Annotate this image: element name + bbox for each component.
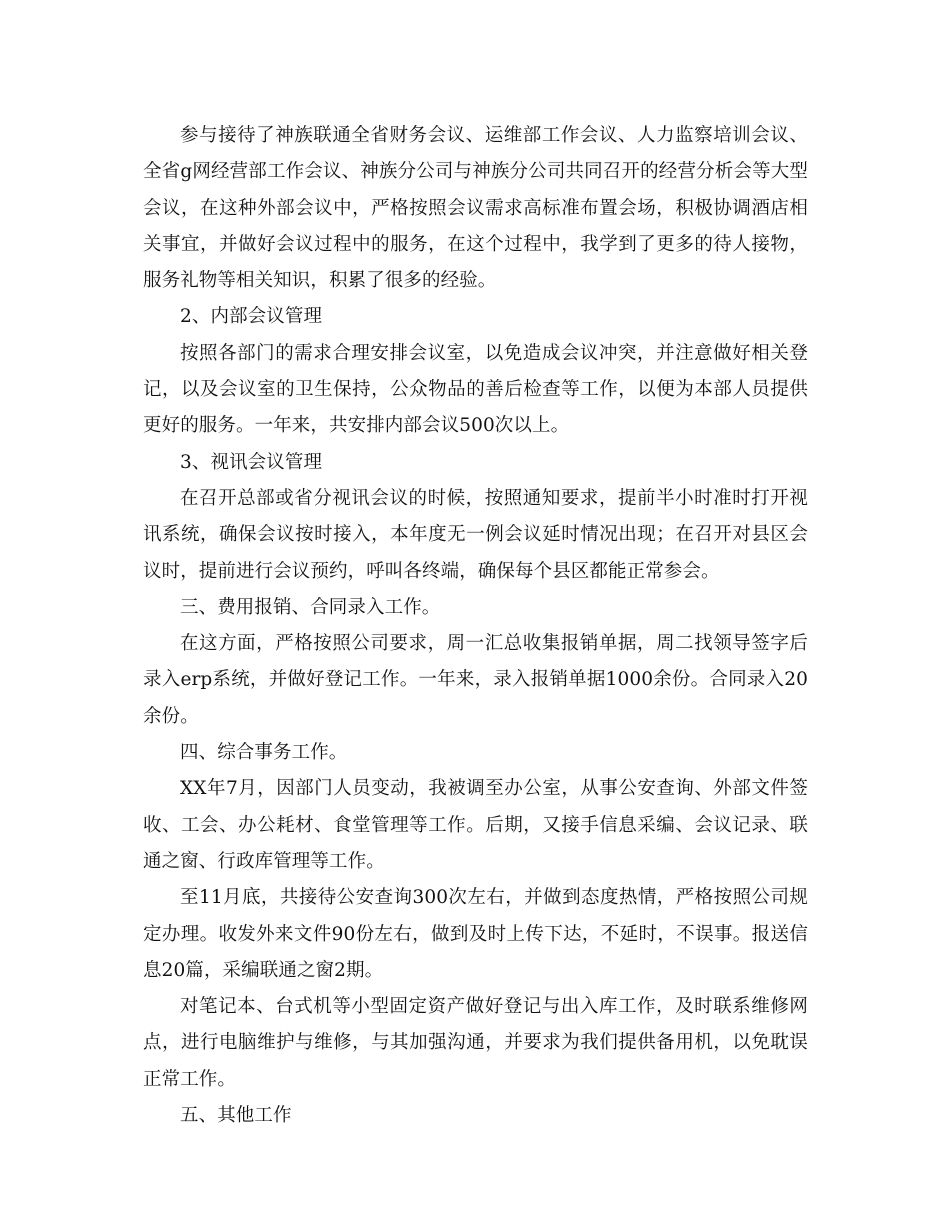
heading-other-work: 五、其他工作 bbox=[180, 1105, 292, 1127]
heading-internal-meeting-management: 2、内部会议管理 bbox=[180, 306, 323, 328]
paragraph-november-summary: 至11月底，共接待公安查询300次左右，并做到态度热情，严格按照公司规定办理。收发外来文件90份左右，做到及时上传下达，不延时，不误事。报送信息20篇，采编联通之窗2期。 bbox=[143, 887, 808, 981]
heading-video-conference-management: 3、视讯会议管理 bbox=[180, 451, 323, 473]
document-body bbox=[143, 118, 808, 1134]
paragraph-expense-contract: 在这方面，严格按照公司要求，周一汇总收集报销单据，周二找领导签字后录入erp系统，并做好登记工作。一年来，录入报销单据1000余份。合同录入20余份。 bbox=[143, 633, 808, 727]
paragraph-general-affairs: XX年7月，因部门人员变动，我被调至办公室，从事公安查询、外部文件签收、工会、办公耗材、食堂管理等工作。后期，又接手信息采编、会议记录、联通之窗、行政库管理等工作。 bbox=[143, 778, 808, 872]
paragraph-fixed-assets: 对笔记本、台式机等小型固定资产做好登记与出入库工作，及时联系维修网点，进行电脑维护与维修，与其加强沟通，并要求为我们提供备用机，以免耽误正常工作。 bbox=[143, 996, 808, 1090]
heading-expense-contract-work: 三、费用报销、合同录入工作。 bbox=[180, 596, 441, 618]
paragraph-video-conferences: 在召开总部或省分视讯会议的时候，按照通知要求，提前半小时准时打开视讯系统，确保会议按时接入，本年度无一例会议延时情况出现；在召开对县区会议时，提前进行会议预约，呼叫各终端，确保每个县区都能正常参会。 bbox=[143, 487, 808, 582]
paragraph-internal-meetings: 按照各部门的需求合理安排会议室，以免造成会议冲突，并注意做好相关登记，以及会议室的卫生保持，公众物品的善后检查等工作，以便为本部人员提供更好的服务。一年来，共安排内部会议500次以上。 bbox=[143, 342, 808, 437]
heading-general-affairs: 四、综合事务工作。 bbox=[180, 742, 348, 764]
paragraph-external-meetings: 参与接待了神族联通全省财务会议、运维部工作会议、人力监察培训会议、全省g网经营部工作会议、神族分公司与神族分公司共同召开的经营分析会等大型会议，在这种外部会议中，严格按照会议需求高标准布置会场，积极协调酒店相关事宜，并做好会议过程中的服务，在这个过程中，我学到了更多的待人接物，服务礼物等相关知识，积累了很多的经验。 bbox=[143, 125, 808, 292]
